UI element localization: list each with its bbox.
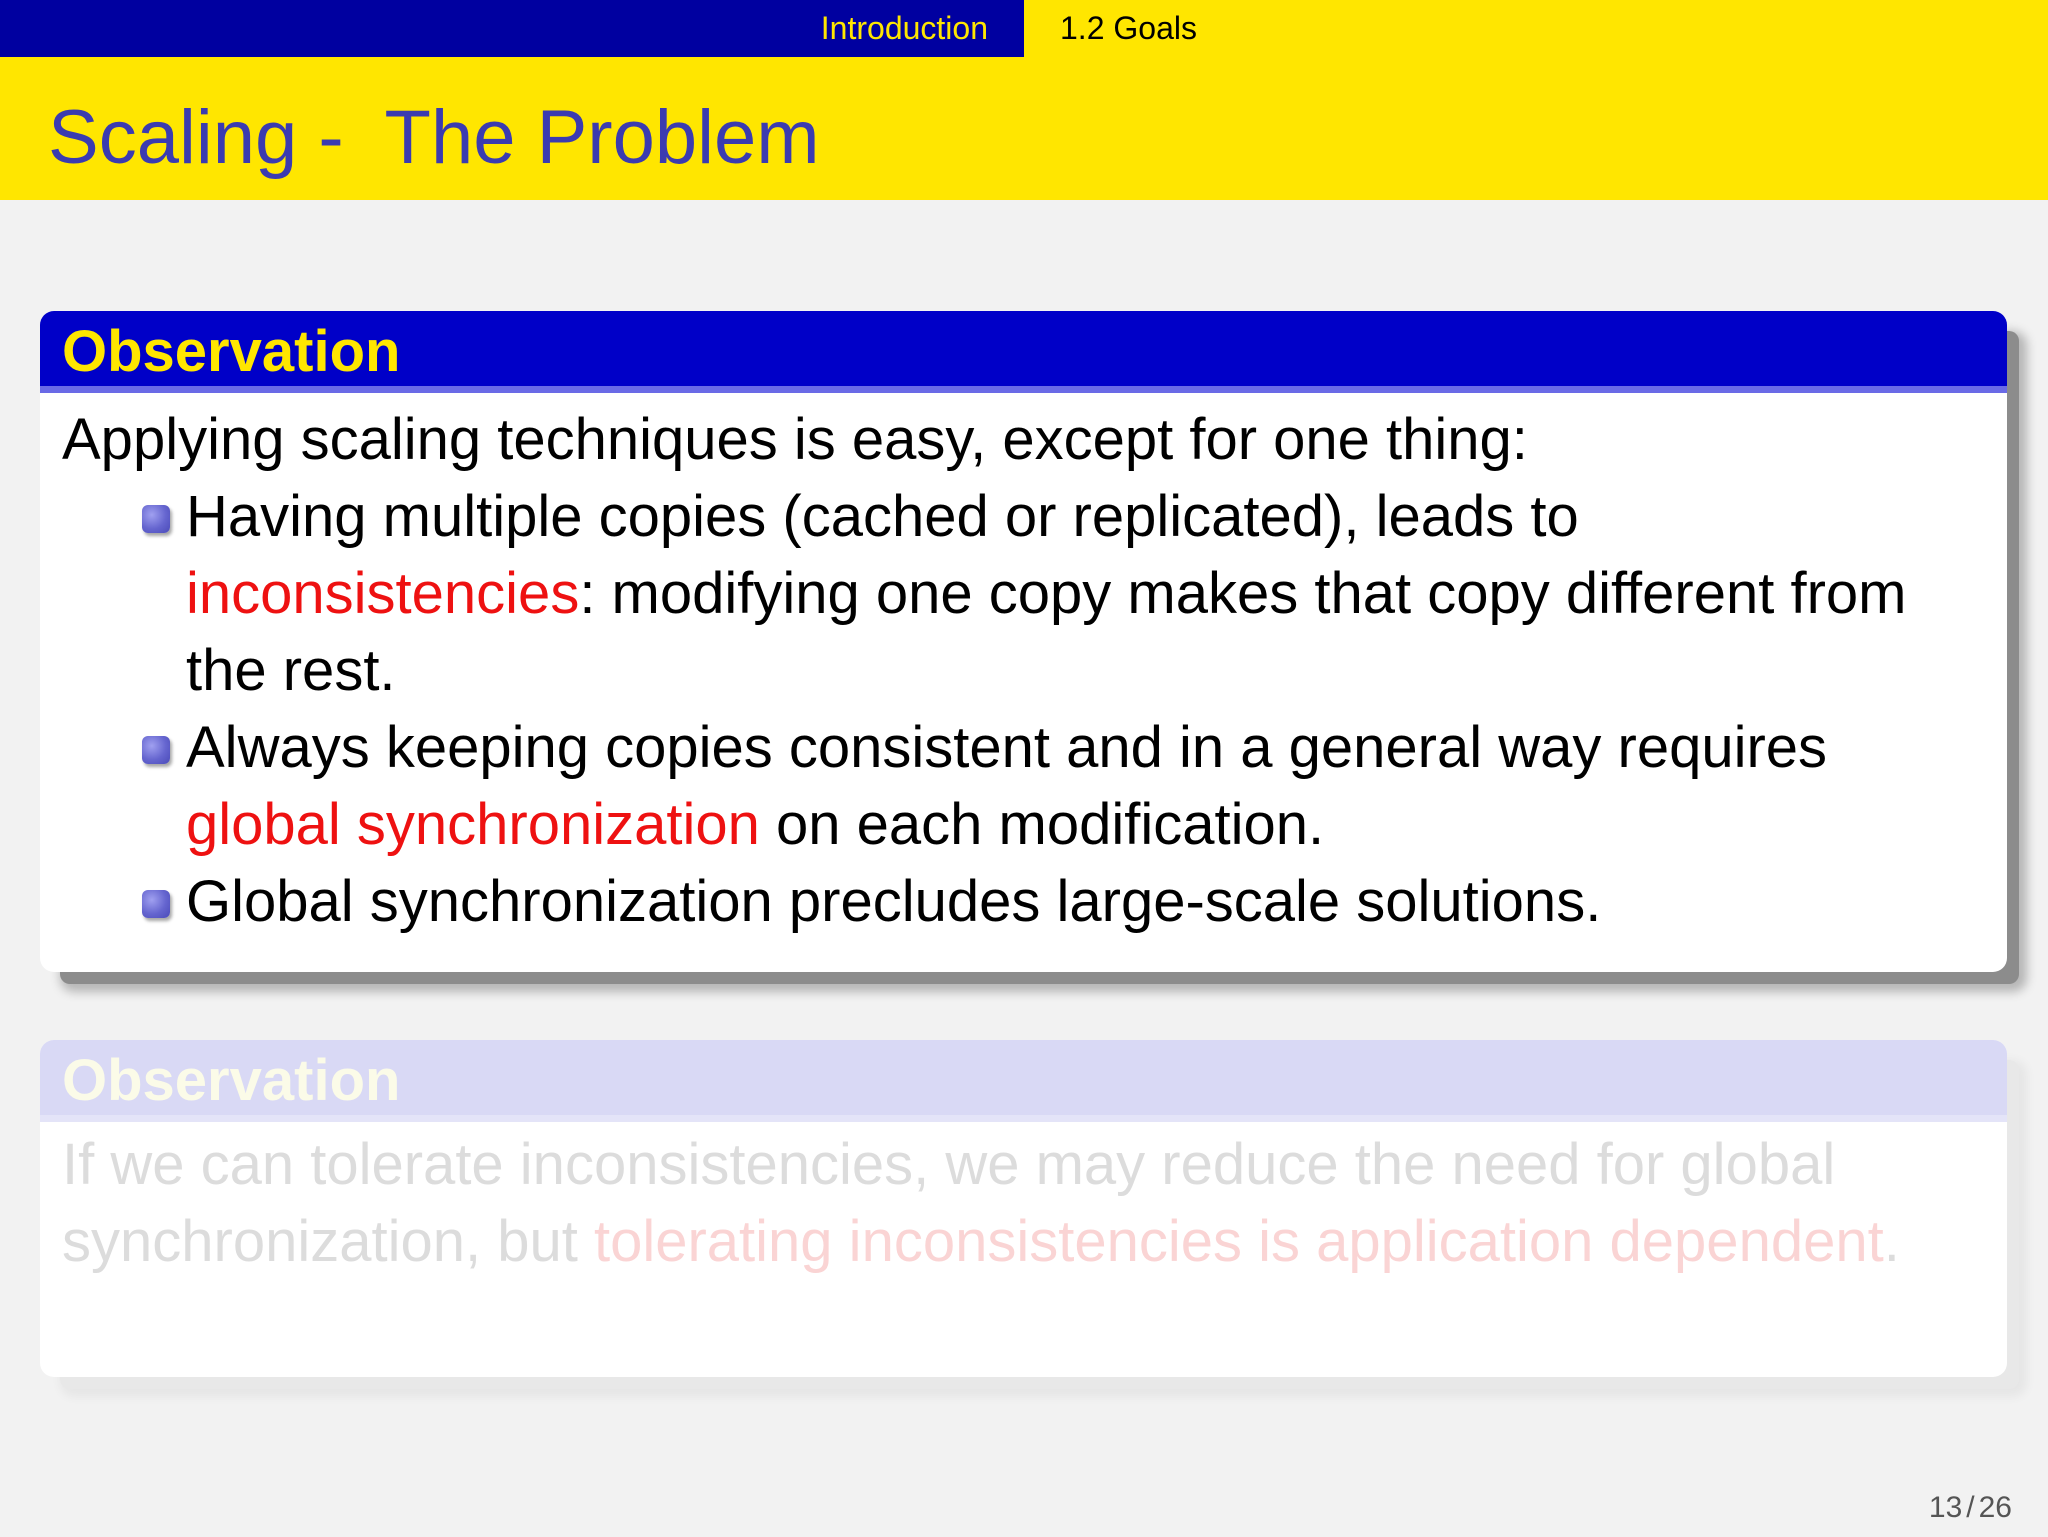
bullet-3-text: Global synchronization precludes large-scale solutions. bbox=[186, 869, 1602, 934]
bullet-item-3 bbox=[62, 863, 1985, 940]
observation-block-1-header bbox=[40, 311, 2007, 393]
bullet-list bbox=[62, 478, 1985, 940]
bullet-1-rest: : modifying one copy makes that copy different from the rest. bbox=[186, 561, 1907, 703]
nav-subsection-link[interactable]: 1.2 Goals bbox=[1060, 10, 1197, 46]
bullet-item-1 bbox=[62, 478, 1985, 709]
bullet-2-text: Always keeping copies consistent and in a general way requires bbox=[186, 715, 1828, 780]
observation-intro: Applying scaling techniques is easy, except for one thing: bbox=[62, 407, 1528, 472]
observation-2-end: . bbox=[1883, 1209, 1900, 1274]
nav-section-link[interactable]: Introduction bbox=[820, 10, 988, 46]
bullet-square-icon bbox=[142, 890, 170, 918]
observation-2-text: If we can tolerate inconsistencies, we may reduce the need for global synchronization, but bbox=[62, 1132, 1836, 1274]
bullet-square-icon bbox=[142, 505, 170, 533]
nav-bar-left bbox=[0, 0, 1024, 57]
bullet-1-text: Having multiple copies (cached or replicated), leads to bbox=[186, 484, 1579, 549]
nav-bar-right bbox=[1024, 0, 2048, 57]
bullet-1-highlight: inconsistencies bbox=[186, 561, 580, 626]
observation-block-1-heading: Observation bbox=[62, 319, 401, 384]
observation-block-2-header bbox=[40, 1040, 2007, 1122]
slide-title: Scaling - The Problem bbox=[48, 95, 820, 180]
page-separator: / bbox=[1966, 1491, 1975, 1524]
observation-block-2 bbox=[40, 1040, 2007, 1377]
page-number bbox=[1929, 1490, 2012, 1526]
observation-2-highlight: tolerating inconsistencies is application dependent bbox=[593, 1209, 1884, 1274]
bullet-square-icon bbox=[142, 736, 170, 764]
title-bar bbox=[0, 57, 2048, 200]
observation-block-2-heading: Observation bbox=[62, 1048, 401, 1113]
observation-block-2-body bbox=[40, 1122, 2007, 1280]
observation-block-1-body bbox=[40, 393, 2007, 940]
bullet-2-rest: on each modification. bbox=[759, 792, 1325, 857]
observation-block-1 bbox=[40, 311, 2007, 972]
page-total: 26 bbox=[1978, 1491, 2012, 1524]
page-current: 13 bbox=[1928, 1491, 1963, 1524]
bullet-item-2 bbox=[62, 709, 1985, 863]
bullet-2-highlight: global synchronization bbox=[186, 792, 760, 857]
